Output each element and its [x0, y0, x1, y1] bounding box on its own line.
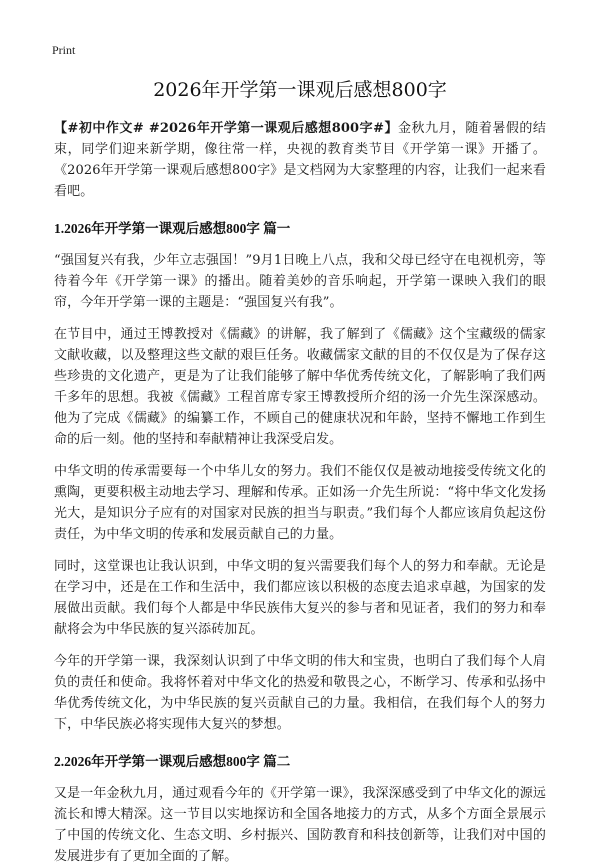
print-label: Print: [52, 43, 76, 57]
section-heading-1: 1.2026年开学第一课观后感想800字 篇一: [54, 221, 291, 236]
paragraph: 又是一年金秋九月，通过观看今年的《开学第一课》，我深深感受到了中华文化的源远流长和博大精深。这一节目以实地探访和全国各地接力的方式，从多个方面全景展示了中国的传统文化、生态文明、乡村振兴、国防教育和科技创新等，让我们对中国的发展进步有了更加全面的了解。: [54, 786, 546, 864]
intro-paragraph: [54, 118, 546, 202]
intro-text: 金秋九月，随着暑假的结束，同学们迎来新学期，像往常一样，央视的教育类节目《开学第一课》开播了。《2026年开学第一课观后感想800字》是文档网为大家整理的内容，让我们一起来看看吧。: [54, 121, 546, 199]
section-heading-2: 2.2026年开学第一课观后感想800字 篇二: [54, 754, 291, 769]
paragraph: 今年的开学第一课，我深刻认识到了中华文明的伟大和宝贵，也明白了我们每个人肩负的责任和使命。我将怀着对中华文化的热爱和敬畏之心，不断学习、传承和弘扬中华优秀传统文化，为中华民族的复兴贡献自己的力量。我相信，在我们每个人的努力下，中华民族必将实现伟大复兴的梦想。: [54, 654, 546, 732]
intro-tag: 【#初中作文# #2026年开学第一课观后感想800字#】: [54, 121, 398, 136]
page-title: 2026年开学第一课观后感想800字: [153, 79, 447, 101]
paragraph: 同时，这堂课也让我认识到，中华文明的复兴需要我们每个人的努力和奉献。无论是在学习中，还是在工作和生活中，我们都应该以积极的态度去追求卓越，为国家的发展做出贡献。我们每个人都是中华民族伟大复兴的参与者和见证者，我们的努力和奉献将会为中华民族的复兴添砖加瓦。: [54, 559, 546, 637]
paragraph: “强国复兴有我，少年立志强国！”9月1日晚上八点，我和父母已经守在电视机旁，等待着今年《开学第一课》的播出。随着美妙的音乐响起，开学第一课映入我们的眼帘，今年开学第一课的主题是：“强国复兴有我”。: [54, 253, 546, 310]
paragraph: 中华文明的传承需要每一个中华儿女的努力。我们不能仅仅是被动地接受传统文化的熏陶，更要积极主动地去学习、理解和传承。正如汤一介先生所说：“将中华文化发扬光大，是知识分子应有的对国家对民族的担当与职责。”我们每个人都应该肩负起这份责任，为中华文明的传承和发展贡献自己的力量。: [54, 464, 546, 542]
paragraph: 在节目中，通过王博教授对《儒藏》的讲解，我了解到了《儒藏》这个宝藏级的儒家文献收藏，以及整理这些文献的艰巨任务。收藏儒家文献的目的不仅仅是为了保存这些珍贵的文化遗产，更是为了让我们能够了解中华优秀传统文化，了解影响了我们两千多年的思想。我被《儒藏》工程首席专家王博教授所介绍的汤一介先生深深感动。他为了完成《儒藏》的编纂工作，不顾自己的健康状况和年龄，坚持不懈地工作到生命的后一刻。他的坚持和奉献精神让我深受启发。: [54, 327, 546, 447]
